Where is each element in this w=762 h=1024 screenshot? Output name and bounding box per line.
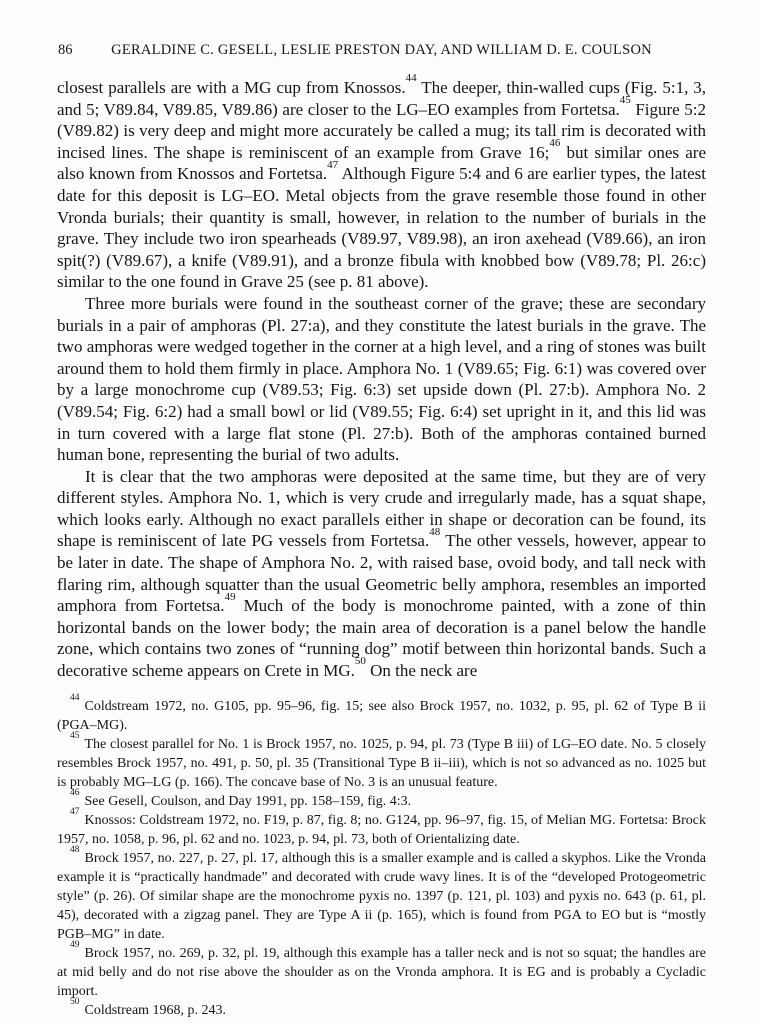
footnote-marker: 46 — [549, 137, 561, 150]
footnote-number: 47 — [70, 806, 80, 817]
footnote: $^{48}$Brock 1957, no. 227, p. 27, pl. 17, although this is a smaller example and is called a skyphos. Like the Vronda example it is “practically handmade” and decorated with crude wavy lines. It is of the “developed Protogeometric style” (p. 26). Of similar shape are the monochrome pyxis no. 1397 (p. 121, pl. 103) and pyxis no. 643 (p. 61, pl. 45), decorated with a zigzag panel. They are Type A ii (p. 165), which is found from PGA to EO but is “mostly PGB–MG” in date. — [57, 844, 706, 942]
footnote: $^{45}$The closest parallel for No. 1 is Brock 1957, no. 1025, p. 94, pl. 73 (Type B iii) of LG–EO date. No. 5 closely resembles Brock 1957, no. 491, p. 50, pl. 35 (Transitional Type B ii–iii), which is not so advanced as no. 1025 but is probably MG–LG (p. 166). The concave base of No. 3 is an unusual feature. — [57, 730, 706, 790]
paragraph: closest parallels are with a MG cup from Knossos.$^{44}$ The deeper, thin-walled cups (Fig. 5:1, 3, and 5; V89.84, V89.85, V89.86) are closer to the LG–EO examples from Fortetsa.$^{45}$ Figure 5:2 (V89.82) is very deep and might more accurately be called a mug; its tall rim is decorated with incised lines. The shape is reminiscent of an example from Grave 16;$^{46}$ but similar ones are also known from Knossos and Fortetsa.$^{47}$ Although Figure 5:4 and 6 are earlier types, the latest date for this deposit is LG–EO. Metal objects from the grave resemble those found in other Vronda burials; their quantity is small, however, in relation to the number of burials in the grave. They include two iron spearheads (V89.97, V89.98), an iron axehead (V89.66), an iron spit(?) (V89.67), a knife (V89.91), and a bronze fibula with knobbed bow (V89.78; Pl. 26:c) similar to the one found in Grave 25 (see p. 81 above). — [57, 72, 706, 292]
footnotes-section — [57, 692, 706, 1020]
footnote-number: 44 — [70, 692, 80, 703]
footnote: $^{47}$Knossos: Coldstream 1972, no. F19, p. 87, fig. 8; no. G124, pp. 96–97, fig. 15, of Melian MG. Fortetsa: Brock 1957, no. 1058, p. 96, pl. 62 and no. 1023, p. 94, pl. 73, both of Orientalizing date. — [57, 806, 706, 847]
footnote: $^{50}$Coldstream 1968, p. 243. — [70, 996, 227, 1018]
footnote-marker: 44 — [405, 72, 417, 85]
page-number: 86 — [58, 42, 73, 58]
footnote-marker: 47 — [327, 158, 339, 171]
footnote-number: 45 — [70, 730, 80, 741]
footnote-number: 46 — [70, 787, 80, 798]
paragraph: Three more burials were found in the southeast corner of the grave; these are secondary burials in a pair of amphoras (Pl. 27:a), and they constitute the latest burials in the grave. The two amphoras were wedged together in the corner at a high level, and a ring of stones was built around them to hold them firmly in place. Amphora No. 1 (V89.65; Fig. 6:1) was covered over by a large monochrome cup (V89.53; Fig. 6:3) set upside down (Pl. 27:b). Amphora No. 2 (V89.54; Fig. 6:2) had a small bowl or lid (V89.55; Fig. 6:4) set upright in it, and this lid was in turn covered with a large flat stone (Pl. 27:b). Both of the amphoras contained burned human bone, representing the burial of two adults. — [57, 293, 706, 465]
footnote-marker: 48 — [429, 525, 441, 538]
footnote-marker: 49 — [224, 590, 236, 603]
footnote-marker: 50 — [354, 655, 366, 668]
footnote-number: 49 — [70, 939, 80, 950]
footnote-number: 50 — [70, 996, 80, 1007]
body-text — [57, 72, 706, 682]
footnote: $^{49}$Brock 1957, no. 269, p. 32, pl. 19, although this example has a taller neck and is not so squat; the handles are at mid belly and do not rise above the shoulder as on the Vronda amphora. It is EG and is probably a Cycladic import. — [57, 939, 706, 999]
footnote: $^{44}$Coldstream 1972, no. G105, pp. 95–96, fig. 15; see also Brock 1957, no. 1032, p. 95, pl. 62 of Type B ii (PGA–MG). — [57, 692, 706, 733]
running-head-authors: GERALDINE C. GESELL, LESLIE PRESTON DAY, AND WILLIAM D. E. COULSON — [111, 42, 652, 58]
footnote: $^{46}$See Gesell, Coulson, and Day 1991, pp. 158–159, fig. 4:3. — [70, 787, 412, 809]
footnote-marker: 45 — [619, 93, 631, 106]
running-header — [57, 42, 706, 59]
paragraph: It is clear that the two amphoras were deposited at the same time, but they are of very different styles. Amphora No. 1, which is very crude and irregularly made, has a squat shape, which looks early. Although no exact parallels either in shape or decoration can be found, its shape is reminiscent of late PG vessels from Fortetsa.$^{48}$ The other vessels, however, appear to be later in date. The shape of Amphora No. 2, with raised base, ovoid body, and tall neck with flaring rim, although squatter than the usual Geometric belly amphora, resembles an imported amphora from Fortetsa.$^{49}$ Much of the body is monochrome painted, with a zone of thin horizontal bands on the lower body; the main area of decoration is a panel below the handle zone, which contains two zones of “running dog” motif between thin horizontal bands. Such a decorative scheme appears on Crete in MG.$^{50}$ On the neck are — [57, 466, 706, 681]
footnote-number: 48 — [70, 844, 80, 855]
